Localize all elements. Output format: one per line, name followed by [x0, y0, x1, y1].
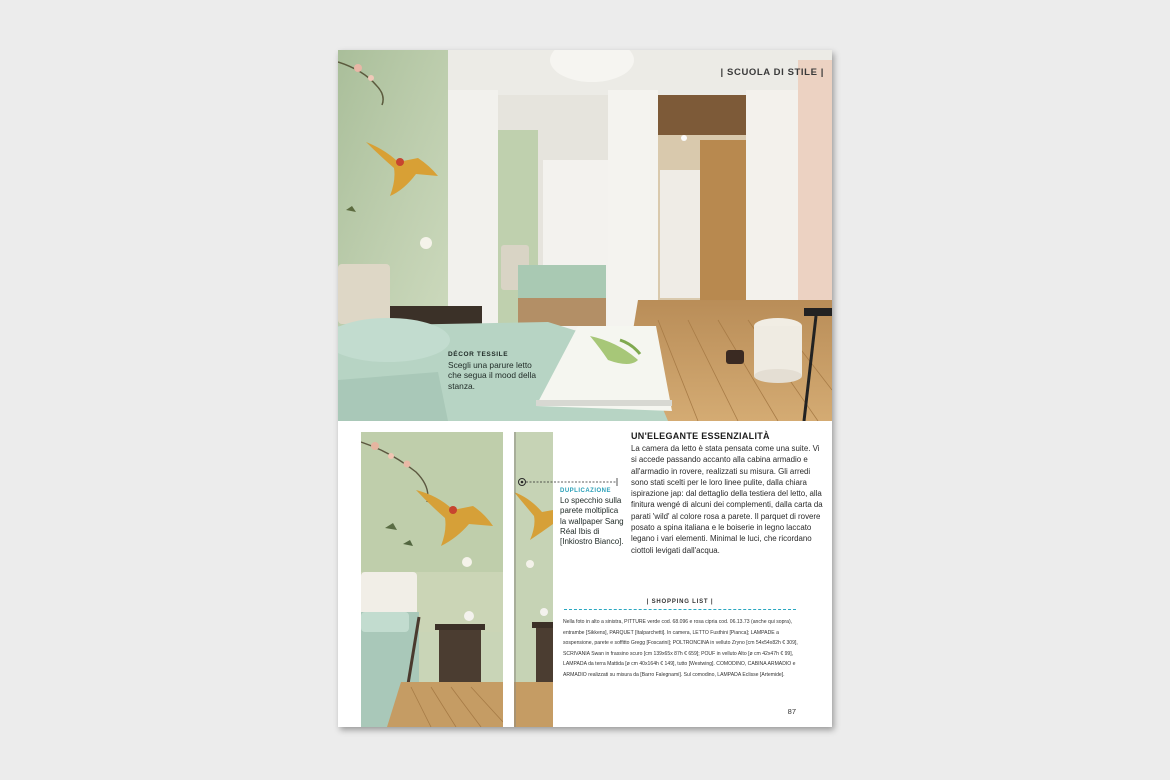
textile-caption-body: Scegli una parure letto che segua il mood della stanza. [448, 360, 536, 391]
shopping-list-title: | SHOPPING LIST | [646, 599, 714, 605]
shopping-list-divider [564, 609, 796, 610]
section-tag: | SCUOLA DI STILE | [720, 67, 824, 78]
article [631, 431, 823, 556]
textile-caption [448, 351, 538, 391]
page-number: 87 [787, 707, 796, 716]
magazine-page [338, 50, 832, 727]
shopping-list-text: Nella foto in alto a sinistra, PITTURE verde cod. 68.096 e rosa cipria cod. 06.13.73 (anche qui sopra), entrambe [Sikkens], PARQUET [Italparchetti]. In camera, LETTO Fusthini [Pianca]; LAMPADE a sospensione, parete e soffitto Gregg [Foscarini]; POLTRONCINA in velluto Zryno [cm 54x54x82h € 309], SCRIVANIA Swan in frassino scuro [cm 139x65x 87h € 659]; POUF in velluto Alto [ø cm 42x47h € 99], LAMPADA da terra Mattida [ø cm 40x164h € 149], tutto [Westwing]. COMODINO, CABINA ARMADIO e ARMADIO realizzati su misura da [Barro Falegnami]. Sul comodino, LAMPADA Eclisse [Artemide]. [563, 619, 798, 678]
article-body: La camera da letto è stata pensata come una suite. Vi si accede passando accanto alla cabina armadio e all'armadio in rovere, realizzati su misura. Gli arredi sono stati scelti per le loro linee pulite, dalla chiara ispirazione jap: dal dettaglio della testiera del letto, alla finitura wengé di alcuni dei complementi, dalla carta da parati 'wild' al colore rosa a parete. Il parquet di rovere posato a spina italiana e le boiserie in legno laccato legano i vari elementi. Minimal le luci, che ricordano ciottoli levigati dall'acqua. [631, 444, 823, 555]
bedroom-photo [338, 50, 832, 421]
textile-caption-kicker: DÉCOR TESSILE [448, 351, 509, 358]
article-headline: UN'ELEGANTE ESSENZIALITÀ [631, 431, 770, 441]
mirror-caption-kicker: DUPLICAZIONE [560, 488, 611, 494]
mirror-pointer-line [517, 477, 622, 487]
wallpaper-bed-photo [361, 432, 503, 727]
shopping-list-header [564, 599, 796, 610]
mirror-caption-body: Lo specchio sulla parete moltiplica la wallpaper Sang Réal Ibis di [Inkiostro Bianco]. [560, 496, 624, 547]
mirror-caption [560, 488, 624, 547]
